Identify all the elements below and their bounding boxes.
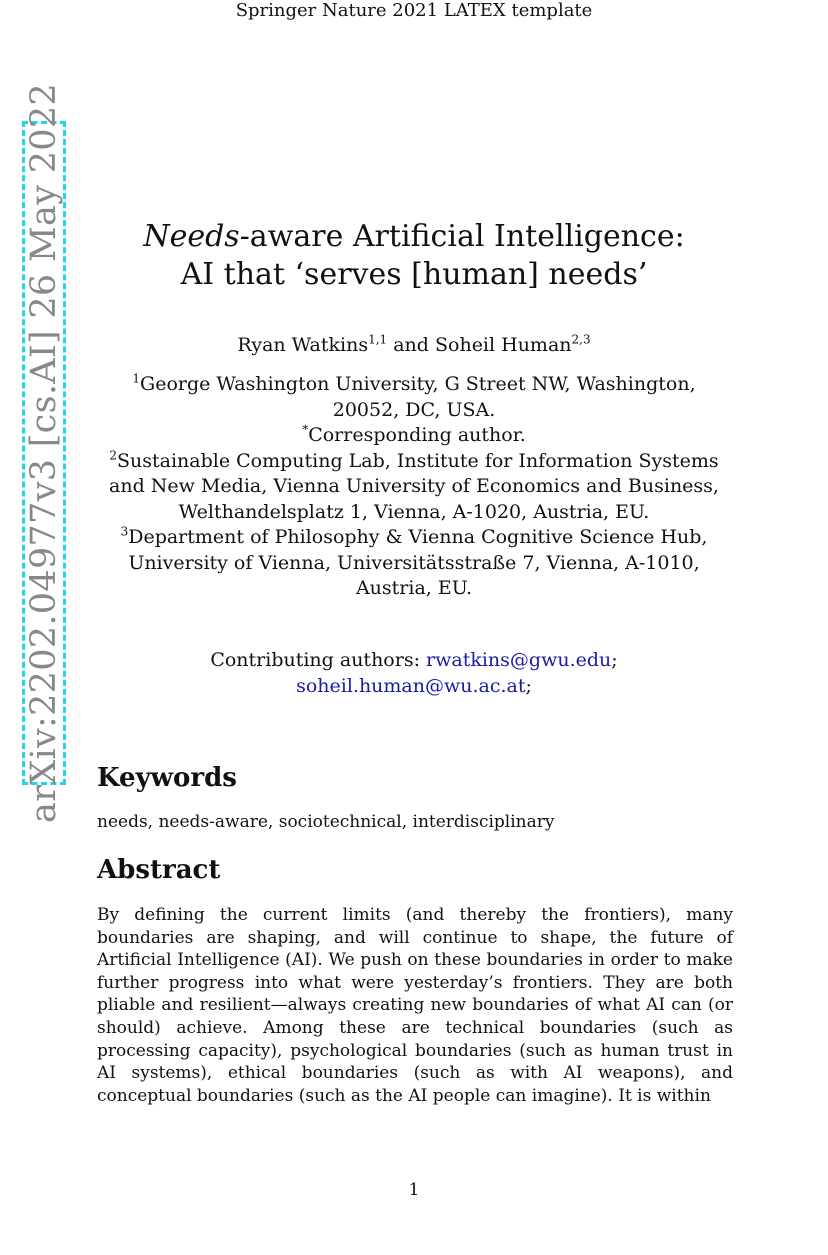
email-link-2[interactable]: soheil.human@wu.ac.at — [296, 674, 526, 697]
page-header — [0, 0, 828, 22]
affiliation-2 — [100, 449, 728, 526]
title-italic: Needs — [143, 219, 240, 254]
contributing-label: Contributing authors: — [210, 649, 427, 671]
affiliation-1-text: George Washington University, G Street NW, Washington, 20052, DC, USA. — [140, 373, 696, 421]
corresponding-sup: * — [302, 422, 309, 437]
affiliation-3-sup: 3 — [120, 524, 129, 539]
abstract-heading: Abstract — [97, 855, 221, 885]
title-line-2: AI that ‘serves [human] needs’ — [180, 257, 648, 292]
page-number: 1 — [408, 1180, 420, 1200]
abstract-body: By defining the current limits (and thereby the frontiers), many boundaries are shaping, and will continue to shape, the future of Artificial Intelligence (AI). We push on these boundaries in order to make further progress into what were yesterday’s frontiers. They are both pliable and resilient—always creating new boundaries of what AI can (or should) achieve. Among these are technical boundaries (such as processing capacity), psychological boundaries (such as human trust in AI systems), ethical boundaries (such as with AI weapons), and conceptual boundaries (such as the AI people can imagine). It is within — [97, 905, 733, 1106]
arxiv-stamp[interactable]: arXiv:2202.04977v3 [cs.AI] 26 May 2022 — [24, 83, 64, 823]
corresponding-text: Corresponding author. — [308, 424, 526, 446]
author-1: Ryan Watkins — [237, 334, 369, 356]
contributing-authors — [100, 648, 728, 699]
header-text: Springer Nature 2021 LATEX template — [235, 0, 593, 21]
affiliation-3-text: Department of Philosophy & Vienna Cognitive Science Hub, University of Vienna, Universitätsstraße 7, Vienna, A-1010, Austria, EU. — [128, 526, 708, 599]
affiliation-2-sup: 2 — [109, 448, 117, 463]
email-link-1[interactable]: rwatkins@gwu.edu — [426, 649, 612, 671]
keywords-heading: Keywords — [97, 763, 237, 793]
title-line-1 — [100, 218, 728, 256]
author-list — [100, 332, 728, 358]
author-conj: and — [387, 334, 435, 356]
contributing-sep: ; — [611, 649, 618, 671]
affiliation-3 — [100, 525, 728, 602]
paper-title — [100, 218, 728, 294]
affiliation-1-sup: 1 — [132, 371, 141, 386]
title-line1-rest: -aware Artificial Intelligence: — [239, 219, 685, 254]
affiliations — [100, 372, 728, 602]
affiliation-2-text: Sustainable Computing Lab, Institute for Information Systems and New Media, Vienna University of Economics and Business, Welthandelsplatz 1, Vienna, A-1020, Austria, EU. — [109, 449, 719, 523]
author-2: Soheil Human — [435, 334, 572, 356]
affiliation-1 — [100, 372, 728, 423]
keywords-text: needs, needs-aware, sociotechnical, interdisciplinary — [97, 812, 555, 832]
author-1-sup: 1,1 — [368, 332, 388, 347]
author-2-sup: 2,3 — [571, 332, 591, 347]
contributing-end: ; — [525, 674, 532, 697]
corresponding-note — [100, 423, 728, 449]
